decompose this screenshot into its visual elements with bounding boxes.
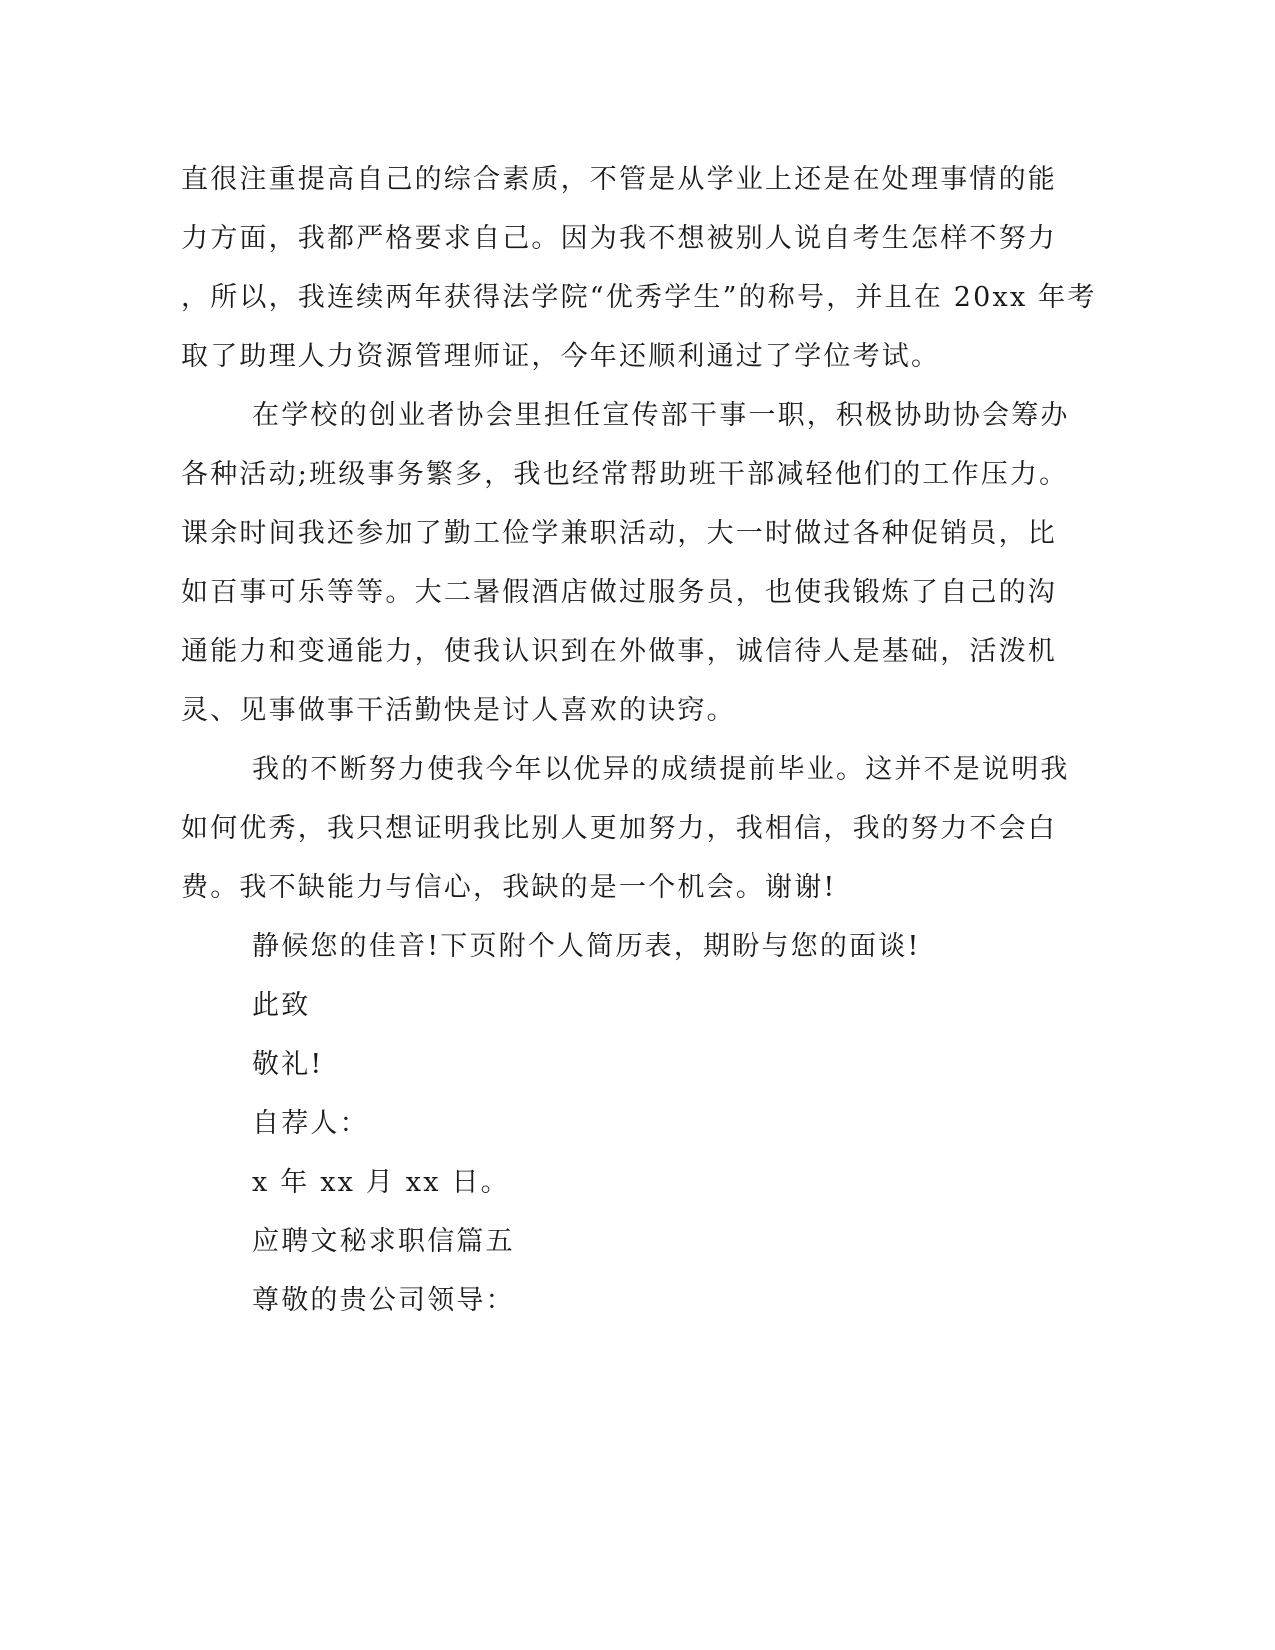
paragraph-line: 各种活动;班级事务繁多，我也经常帮助班干部减轻他们的工作压力。 (181, 459, 1069, 490)
paragraph-line: 取了助理人力资源管理师证，今年还顺利通过了学位考试。 (181, 341, 941, 372)
closing-jing-li: 敬礼! (252, 1049, 324, 1080)
closing-wait-line: 静候您的佳音!下页附个人简历表，期盼与您的面谈! (252, 931, 921, 962)
closing-ci-zhi: 此致 (252, 990, 311, 1021)
signature-label: 自荐人： (252, 1108, 369, 1139)
paragraph-line: 力方面，我都严格要求自己。因为我不想被别人说自考生怎样不努力 (181, 223, 1057, 254)
paragraph-line: 在学校的创业者协会里担任宣传部干事一职，积极协助协会筹办 (252, 400, 1070, 431)
paragraph-line: 如百事可乐等等。大二暑假酒店做过服务员，也使我锻炼了自己的沟 (181, 577, 1057, 608)
date-line: x 年 xx 月 xx 日。 (252, 1167, 510, 1198)
next-salutation: 尊敬的贵公司领导： (252, 1285, 515, 1316)
paragraph-line: 课余时间我还参加了勤工俭学兼职活动，大一时做过各种促销员，比 (181, 518, 1057, 549)
paragraph-line: 费。我不缺能力与信心，我缺的是一个机会。谢谢! (181, 872, 837, 903)
paragraph-line: 如何优秀，我只想证明我比别人更加努力，我相信，我的努力不会白 (181, 813, 1057, 844)
paragraph-line: 通能力和变通能力，使我认识到在外做事，诚信待人是基础，活泼机 (181, 636, 1057, 667)
paragraph-line: 灵、见事做事干活勤快是讨人喜欢的诀窍。 (181, 695, 736, 726)
paragraph-line: 我的不断努力使我今年以优异的成绩提前毕业。这并不是说明我 (252, 754, 1070, 785)
paragraph-line: 直很注重提高自己的综合素质，不管是从学业上还是在处理事情的能 (181, 164, 1057, 195)
paragraph-line: ，所以，我连续两年获得法学院“优秀学生”的称号，并且在 20xx 年考 (181, 282, 1097, 313)
next-section-title: 应聘文秘求职信篇五 (252, 1226, 515, 1257)
